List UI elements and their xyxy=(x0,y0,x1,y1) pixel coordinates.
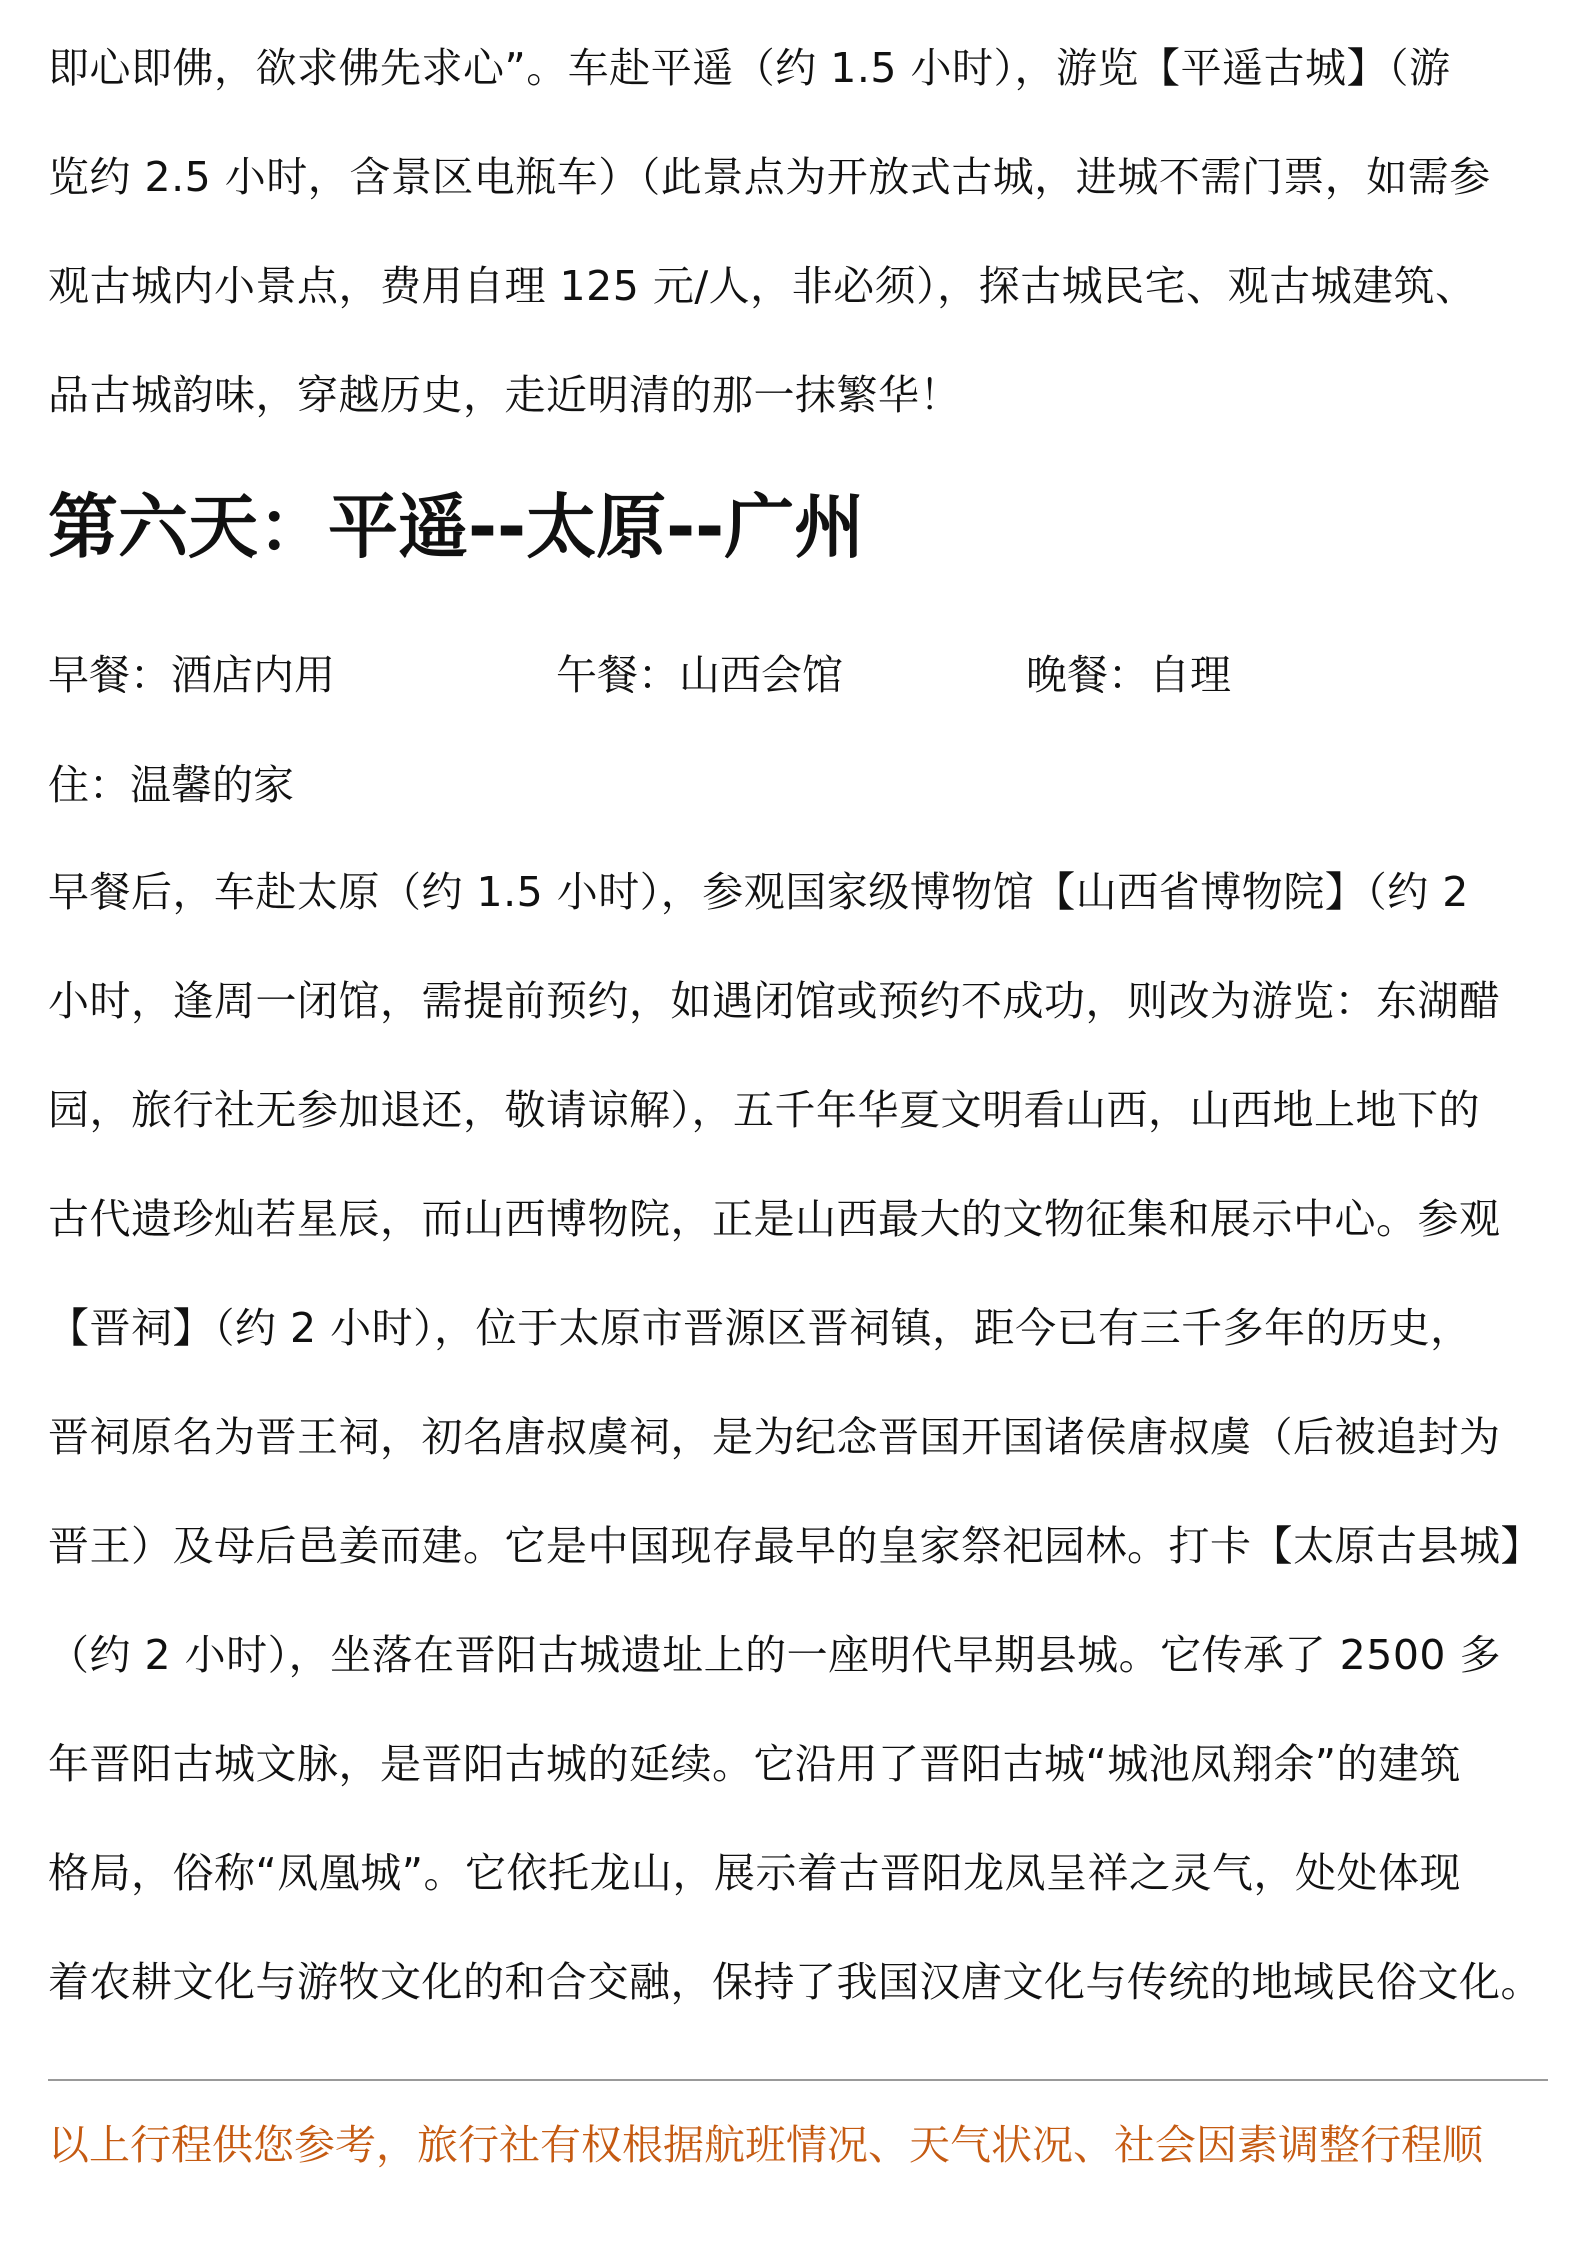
day-title: 第六天：平遥--太原--广州 xyxy=(48,486,865,568)
dinner-info: 晚餐：自理 xyxy=(1026,651,1231,699)
text-line: 晋祠原名为晋王祠，初名唐叔虞祠，是为纪念晋国开国诸侯唐叔虞（后被追封为 xyxy=(48,1413,1501,1461)
text-line: 览约 2.5 小时，含景区电瓶车）（此景点为开放式古城，进城不需门票，如需参 xyxy=(48,153,1491,201)
text-line: 晋王）及母后邑姜而建。它是中国现存最早的皇家祭祀园林。打卡【太原古县城】 xyxy=(48,1522,1542,1570)
text-line: 格局，俗称“凤凰城”。它依托龙山，展示着古晋阳龙凤呈祥之灵气，处处体现 xyxy=(48,1849,1461,1897)
text-line: 即心即佛，欲求佛先求心”。车赴平遥（约 1.5 小时），游览【平遥古城】（游 xyxy=(48,44,1451,92)
day-description xyxy=(48,838,1548,2037)
text-line: 年晋阳古城文脉，是晋阳古城的延续。它沿用了晋阳古城“城池凤翔余”的建筑 xyxy=(48,1740,1461,1788)
divider-line xyxy=(48,2079,1548,2081)
text-line: （约 2 小时），坐落在晋阳古城遗址上的一座明代早期县城。它传承了 2500 多 xyxy=(48,1631,1502,1679)
footer-note: 以上行程供您参考，旅行社有权根据航班情况、天气状况、社会因素调整行程顺 xyxy=(48,2121,1483,2169)
text-line: 园，旅行社无参加退还，敬请谅解），五千年华夏文明看山西，山西地上地下的 xyxy=(48,1086,1480,1134)
text-line: 古代遗珍灿若星辰，而山西博物院，正是山西最大的文物征集和展示中心。参观 xyxy=(48,1195,1501,1243)
intro-paragraph xyxy=(48,14,1548,450)
text-line: 小时，逢周一闭馆，需提前预约，如遇闭馆或预约不成功，则改为游览：东湖醋 xyxy=(48,977,1501,1025)
text-line: 早餐后，车赴太原（约 1.5 小时），参观国家级博物馆【山西省博物院】（约 2 xyxy=(48,868,1469,916)
text-line: 着农耕文化与游牧文化的和合交融，保持了我国汉唐文化与传统的地域民俗文化。 xyxy=(48,1958,1542,2006)
text-line: 品古城韵味，穿越历史，走近明清的那一抹繁华！ xyxy=(48,371,961,419)
text-line: 【晋祠】（约 2 小时），位于太原市晋源区晋祠镇，距今已有三千多年的历史， xyxy=(48,1304,1472,1352)
lunch-info: 午餐：山西会馆 xyxy=(556,651,843,699)
lodging-info: 住：温馨的家 xyxy=(48,761,294,809)
text-line: 观古城内小景点，费用自理 125 元/人，非必须），探古城民宅、观古城建筑、 xyxy=(48,262,1477,310)
breakfast-info: 早餐：酒店内用 xyxy=(48,651,335,699)
